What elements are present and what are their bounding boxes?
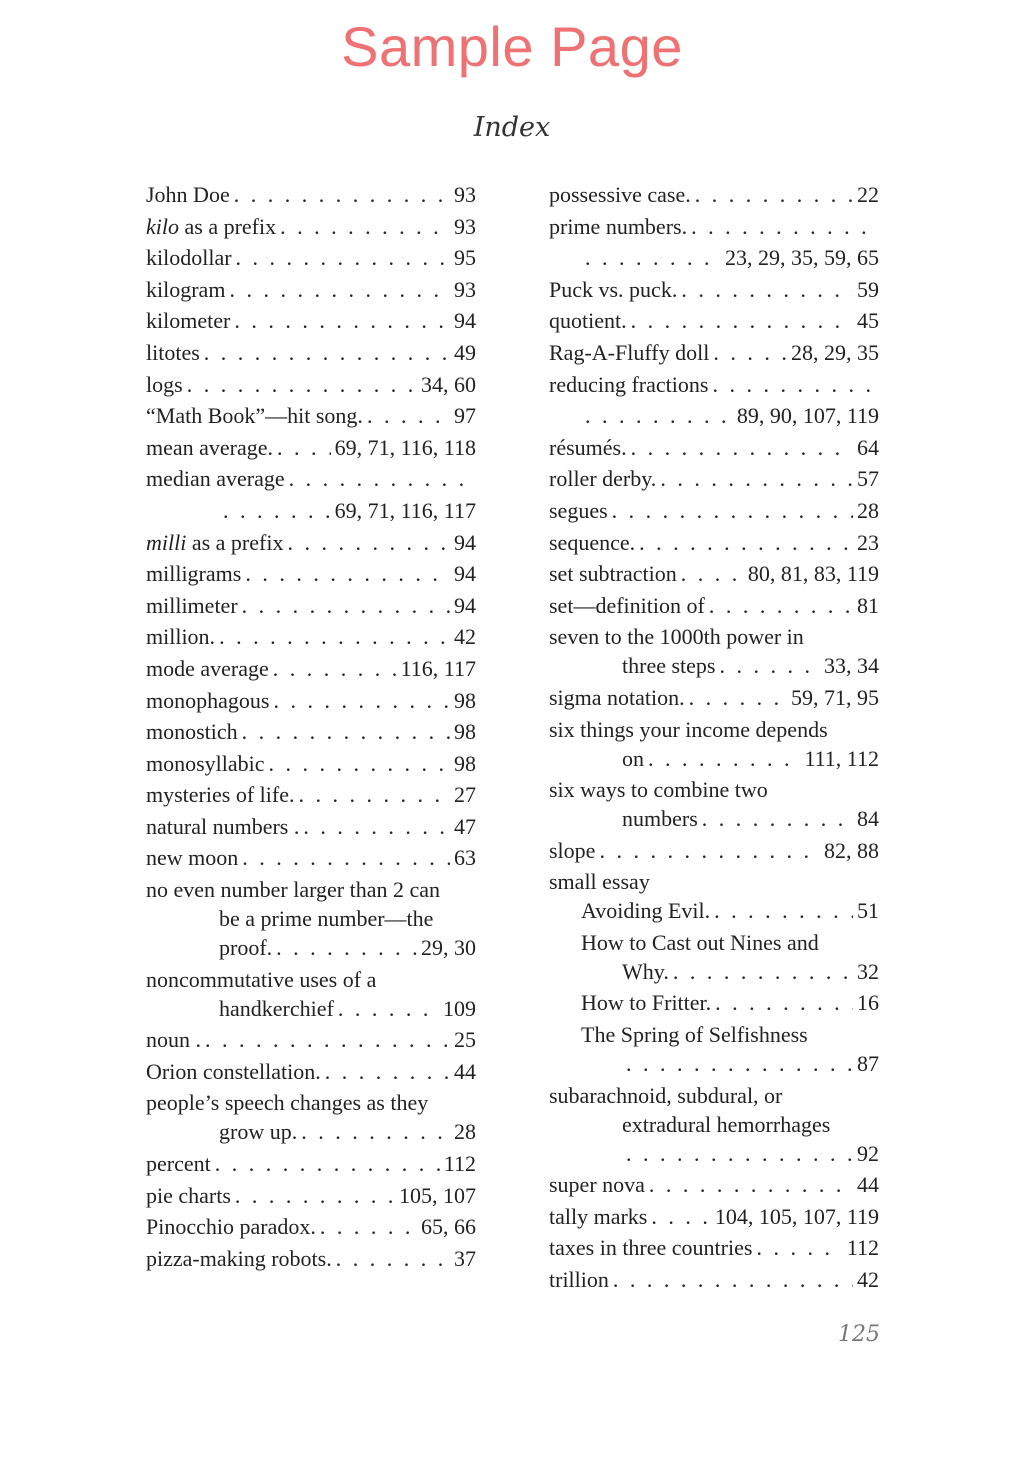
index-entry — [146, 591, 476, 623]
entry-term: millimeter — [146, 592, 238, 618]
entry-term: milli as a prefix — [146, 529, 284, 555]
entry-pages: 116, 117 — [400, 655, 476, 681]
entry-pages: 97 — [454, 403, 476, 429]
entry-pages: 98 — [454, 687, 476, 713]
dot-leader — [336, 1244, 450, 1273]
index-entry — [549, 528, 879, 560]
index-entry — [549, 275, 879, 307]
dot-leader — [613, 1265, 853, 1294]
entry-term: percent — [146, 1151, 211, 1177]
entry-pages: 59 — [857, 276, 879, 302]
dot-leader — [287, 528, 450, 557]
sample-page-watermark: Sample Page — [341, 15, 683, 78]
entry-term: no even number larger than 2 can — [146, 877, 441, 903]
index-entry — [146, 528, 476, 560]
entry-pages: 28 — [857, 497, 879, 523]
index-entry — [146, 338, 476, 370]
dot-leader — [219, 622, 450, 651]
index-entry — [549, 622, 879, 651]
entry-pages: 81 — [857, 592, 879, 618]
dot-leader — [234, 306, 450, 335]
entry-pages: 109 — [443, 995, 476, 1021]
index-entry — [146, 749, 476, 781]
dot-leader — [626, 1049, 853, 1078]
entry-term-italic: milli — [146, 529, 187, 555]
entry-term: proof. — [219, 935, 273, 961]
index-entry — [549, 370, 879, 402]
entry-pages: 42 — [857, 1267, 879, 1293]
dot-leader — [648, 744, 800, 773]
index-entry — [549, 683, 879, 715]
dot-leader — [689, 683, 787, 712]
entry-term: monosyllabic — [146, 750, 265, 776]
index-entry — [549, 836, 879, 868]
dot-leader — [273, 654, 397, 683]
entry-term: people’s speech changes as they — [146, 1090, 429, 1116]
index-entry — [549, 957, 879, 989]
entry-pages: 98 — [454, 719, 476, 745]
entry-term: sequence. — [549, 529, 636, 555]
dot-leader — [712, 370, 875, 399]
entry-pages: 80, 81, 83, 119 — [747, 561, 879, 587]
index-entry — [146, 875, 476, 904]
dot-leader — [715, 988, 853, 1017]
dot-leader — [681, 275, 853, 304]
dot-leader — [269, 749, 450, 778]
index-entry — [549, 1170, 879, 1202]
dot-leader — [215, 1149, 440, 1178]
entry-pages: 69, 71, 116, 118 — [334, 434, 476, 460]
entry-pages: 94 — [454, 561, 476, 587]
entry-pages: 69, 71, 116, 117 — [334, 497, 476, 523]
dot-leader — [289, 464, 472, 493]
index-entry — [549, 496, 879, 528]
entry-term: be a prime number—the — [219, 906, 434, 932]
entry-pages: 51 — [857, 898, 879, 924]
entry-term: new moon — [146, 845, 239, 871]
entry-pages: 94 — [454, 529, 476, 555]
entry-term: The Spring of Selfishness — [581, 1022, 808, 1048]
entry-term: tally marks — [549, 1203, 648, 1229]
dot-leader — [631, 433, 853, 462]
entry-pages: 44 — [454, 1058, 476, 1084]
entry-pages: 59, 71, 95 — [791, 684, 879, 710]
dot-leader — [651, 1202, 710, 1231]
entry-pages: 93 — [454, 182, 476, 207]
index-entry — [549, 1020, 879, 1049]
index-entry — [146, 1088, 476, 1117]
index-entry — [549, 988, 879, 1020]
entry-pages: 57 — [857, 466, 879, 492]
index-entry — [549, 928, 879, 957]
entry-pages: 32 — [857, 958, 879, 984]
index-entry — [549, 1110, 879, 1139]
index-entry — [549, 591, 879, 623]
entry-term: kilo as a prefix — [146, 213, 277, 239]
index-entry — [549, 464, 879, 496]
entry-pages: 94 — [454, 308, 476, 334]
index-entry — [146, 717, 476, 749]
entry-pages: 27 — [454, 782, 476, 808]
entry-term: noncommutative uses of a — [146, 966, 377, 992]
entry-pages: 28, 29, 35 — [791, 339, 879, 365]
entry-term: mysteries of life. — [146, 782, 295, 808]
index-entry — [549, 744, 879, 776]
entry-pages: 84 — [857, 806, 879, 832]
index-entry — [146, 1117, 476, 1149]
index-entry — [549, 306, 879, 338]
entry-term: six things your income depends — [549, 716, 828, 742]
dot-leader — [245, 559, 450, 588]
dot-leader — [187, 370, 417, 399]
entry-pages: 93 — [454, 213, 476, 239]
entry-term: kilometer — [146, 308, 231, 334]
dot-leader — [673, 957, 853, 986]
index-entry — [549, 1202, 879, 1234]
dot-leader — [273, 686, 450, 715]
index-entry — [146, 622, 476, 654]
entry-pages: 95 — [454, 245, 476, 271]
index-entry — [146, 559, 476, 591]
entry-term: Orion constellation. — [146, 1058, 321, 1084]
index-entry — [146, 812, 476, 844]
entry-pages: 82, 88 — [824, 837, 879, 863]
index-entry — [146, 904, 476, 933]
dot-leader — [338, 994, 439, 1023]
dot-leader — [235, 1181, 395, 1210]
entry-term: prime numbers. — [549, 213, 688, 239]
dot-leader — [702, 804, 853, 833]
dot-leader — [325, 1057, 450, 1086]
index-entry — [549, 180, 879, 212]
dot-leader — [280, 212, 450, 241]
entry-term: handkerchief — [219, 995, 334, 1021]
entry-term: million. — [146, 624, 216, 650]
entry-term: John Doe — [146, 182, 230, 207]
entry-term: extradural hemorrhages — [622, 1111, 831, 1137]
entry-term: seven to the 1000th power in — [549, 624, 804, 650]
entry-pages: 104, 105, 107, 119 — [714, 1203, 879, 1229]
index-entry — [146, 401, 476, 433]
entry-term: on — [622, 745, 644, 771]
entry-pages: 111, 112 — [804, 745, 879, 771]
dot-leader — [303, 812, 450, 841]
entry-pages: 29, 30 — [421, 935, 476, 961]
index-entry — [146, 686, 476, 718]
entry-term: possessive case. — [549, 182, 691, 207]
index-entry — [146, 496, 476, 528]
dot-leader — [631, 306, 853, 335]
entry-term: grow up. — [219, 1119, 298, 1145]
entry-term: How to Cast out Nines and — [581, 929, 819, 955]
entry-term: quotient. — [549, 308, 627, 334]
dot-leader — [301, 1117, 450, 1146]
index-entry — [549, 867, 879, 896]
index-entry — [146, 433, 476, 465]
index-entry — [146, 1212, 476, 1244]
dot-leader — [719, 651, 820, 680]
entry-term: Why. — [622, 958, 669, 984]
entry-pages: 23, 29, 35, 59, 65 — [725, 245, 879, 271]
entry-term: natural numbers . — [146, 813, 300, 839]
entry-pages: 105, 107 — [399, 1182, 476, 1208]
index-entry — [549, 1265, 879, 1297]
index-entry — [549, 1139, 879, 1171]
dot-leader — [649, 1170, 853, 1199]
entry-pages: 44 — [857, 1172, 879, 1198]
dot-leader — [204, 338, 450, 367]
dot-leader — [320, 1212, 417, 1241]
entry-term: median average — [146, 466, 285, 492]
index-entry — [146, 1181, 476, 1213]
dot-leader — [756, 1233, 842, 1262]
entry-term: subarachnoid, subdural, or — [549, 1082, 783, 1108]
entry-term: Puck vs. puck. — [549, 276, 678, 302]
entry-term: sigma notation. — [549, 684, 685, 710]
entry-term: set—definition of — [549, 592, 705, 618]
entry-term: noun . — [146, 1027, 201, 1053]
entry-pages: 94 — [454, 592, 476, 618]
entry-term: super nova — [549, 1172, 645, 1198]
entry-term: Pinocchio paradox. — [146, 1214, 316, 1240]
entry-term: roller derby. — [549, 466, 657, 492]
index-entry — [146, 275, 476, 307]
index-entry — [549, 715, 879, 744]
index-entry — [146, 933, 476, 965]
dot-leader — [695, 180, 853, 209]
entry-term: reducing fractions — [549, 371, 709, 397]
index-entry — [549, 212, 879, 244]
dot-leader — [585, 243, 721, 272]
dot-leader — [276, 933, 417, 962]
index-entry — [549, 243, 879, 275]
index-entry — [549, 804, 879, 836]
entry-pages: 92 — [857, 1140, 879, 1166]
dot-leader — [691, 212, 875, 241]
entry-term: taxes in three countries — [549, 1235, 753, 1261]
index-entry — [549, 559, 879, 591]
entry-term: Rag-A-Fluffy doll — [549, 339, 710, 365]
entry-pages: 112 — [846, 1235, 879, 1261]
entry-term: Avoiding Evil. — [581, 898, 711, 924]
dot-leader — [639, 528, 853, 557]
entry-pages: 37 — [454, 1245, 476, 1271]
index-entry — [146, 370, 476, 402]
index-entry — [146, 843, 476, 875]
index-entry — [146, 464, 476, 496]
entry-pages: 33, 34 — [824, 653, 879, 679]
dot-leader — [229, 275, 450, 304]
entry-term: set subtraction — [549, 561, 677, 587]
dot-leader — [242, 843, 450, 872]
entry-term: six ways to combine two — [549, 777, 768, 803]
entry-term: segues — [549, 497, 608, 523]
index-entry — [146, 1057, 476, 1089]
index-entry — [146, 1244, 476, 1276]
dot-leader — [236, 243, 450, 272]
index-entry — [146, 965, 476, 994]
dot-leader — [612, 496, 853, 525]
dot-leader — [713, 338, 787, 367]
entry-pages: 89, 90, 107, 119 — [736, 403, 879, 429]
entry-pages: 22 — [857, 182, 879, 207]
entry-pages: 63 — [454, 845, 476, 871]
entry-term: three steps — [622, 653, 716, 679]
index-entry — [549, 896, 879, 928]
entry-term: How to Fritter. — [581, 990, 712, 1016]
entry-term: small essay — [549, 869, 650, 895]
entry-term: kilodollar — [146, 245, 232, 271]
dot-leader — [205, 1025, 450, 1054]
entry-term: trillion — [549, 1267, 609, 1293]
entry-pages: 16 — [857, 990, 879, 1016]
index-entry — [549, 433, 879, 465]
entry-term: logs — [146, 371, 183, 397]
dot-leader — [709, 591, 853, 620]
entry-pages: 47 — [454, 813, 476, 839]
index-entry — [549, 401, 879, 433]
index-entry — [146, 780, 476, 812]
dot-leader — [714, 896, 853, 925]
index-entry — [146, 212, 476, 244]
index-entry — [549, 775, 879, 804]
entry-pages: 64 — [857, 434, 879, 460]
entry-pages: 34, 60 — [421, 371, 476, 397]
dot-leader — [277, 433, 331, 462]
entry-pages: 98 — [454, 750, 476, 776]
index-entry — [146, 180, 476, 212]
dot-leader — [298, 780, 450, 809]
entry-pages: 23 — [857, 529, 879, 555]
entry-term: “Math Book”—hit song. — [146, 403, 363, 429]
entry-term: litotes — [146, 339, 200, 365]
entry-term: pie charts — [146, 1182, 231, 1208]
entry-term: mode average — [146, 655, 269, 681]
index-entry — [549, 651, 879, 683]
entry-pages: 112 — [443, 1151, 476, 1177]
index-column-right — [549, 180, 879, 1297]
entry-pages: 49 — [454, 339, 476, 365]
dot-leader — [234, 180, 450, 209]
dot-leader — [681, 559, 744, 588]
entry-term: pizza-making robots. — [146, 1245, 332, 1271]
entry-term: slope — [549, 837, 596, 863]
index-entry — [549, 1049, 879, 1081]
entry-pages: 65, 66 — [421, 1214, 476, 1240]
dot-leader — [242, 717, 450, 746]
index-entry — [146, 654, 476, 686]
dot-leader — [599, 836, 820, 865]
index-entry — [146, 1025, 476, 1057]
index-entry — [549, 338, 879, 370]
dot-leader — [367, 401, 450, 430]
index-entry — [146, 994, 476, 1026]
entry-term: résumés. — [549, 434, 627, 460]
page-title: Index — [473, 112, 551, 143]
entry-term: mean average. — [146, 434, 274, 460]
entry-term-italic: kilo — [146, 213, 179, 239]
entry-term: monophagous — [146, 687, 270, 713]
index-entry — [146, 306, 476, 338]
entry-pages: 28 — [454, 1119, 476, 1145]
entry-term: kilogram — [146, 276, 226, 302]
index-entry — [146, 243, 476, 275]
entry-pages: 93 — [454, 276, 476, 302]
dot-leader — [660, 464, 853, 493]
index-entry — [549, 1081, 879, 1110]
dot-leader — [223, 496, 331, 525]
page-number: 125 — [838, 1322, 880, 1347]
index-entry — [549, 1233, 879, 1265]
index-entry — [146, 1149, 476, 1181]
entry-term: milligrams — [146, 561, 242, 587]
entry-pages: 87 — [857, 1051, 879, 1077]
entry-pages: 45 — [857, 308, 879, 334]
dot-leader — [242, 591, 450, 620]
entry-term: numbers — [622, 806, 698, 832]
entry-term: monostich — [146, 719, 238, 745]
dot-leader — [626, 1139, 853, 1168]
entry-pages: 42 — [454, 624, 476, 650]
index-column-left — [146, 180, 476, 1275]
dot-leader — [585, 401, 733, 430]
entry-pages: 25 — [454, 1027, 476, 1053]
